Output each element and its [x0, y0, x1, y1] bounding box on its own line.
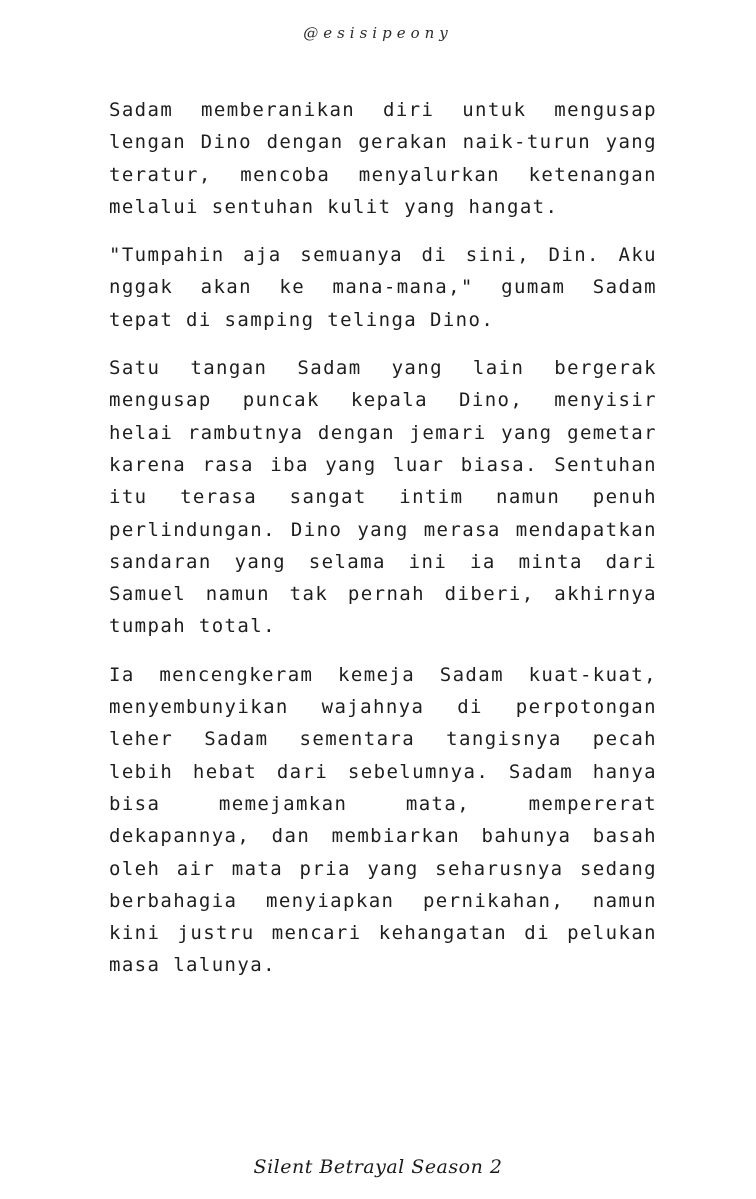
paragraph-1: Sadam memberanikan diri untuk mengusap lengan Dino dengan gerakan naik-turun yang teratur, mencoba menyalurkan ketenangan melalui sentuhan kulit yang hangat.	[109, 99, 657, 218]
author-handle: @esisipeony	[303, 24, 453, 42]
paragraph-3: Satu tangan Sadam yang lain bergerak mengusap puncak kepala Dino, menyisir helai rambutnya dengan jemari yang gemetar karena rasa iba yang luar biasa. Sentuhan itu terasa sangat intim namun penuh perlindungan. Dino yang merasa mendapatkan sandaran yang selama ini ia minta dari Samuel namun tak pernah diberi, akhirnya tumpah total.	[109, 357, 657, 638]
story-text	[109, 94, 657, 998]
paragraph-2: "Tumpahin aja semuanya di sini, Din. Aku nggak akan ke mana-mana," gumam Sadam tepat di samping telinga Dino.	[109, 244, 657, 331]
story-title: Silent Betrayal Season 2	[253, 1156, 503, 1178]
paragraph-4: Ia mencengkeram kemeja Sadam kuat-kuat, menyembunyikan wajahnya di perpotongan leher Sadam sementara tangisnya pecah lebih hebat dari sebelumnya. Sadam hanya bisa memejamkan mata, mempererat dekapannya, dan membiarkan bahunya basah oleh air mata pria yang seharusnya sedang berbahagia menyiapkan pernikahan, namun kini justru mencari kehangatan di pelukan masa lalunya.	[109, 663, 657, 977]
